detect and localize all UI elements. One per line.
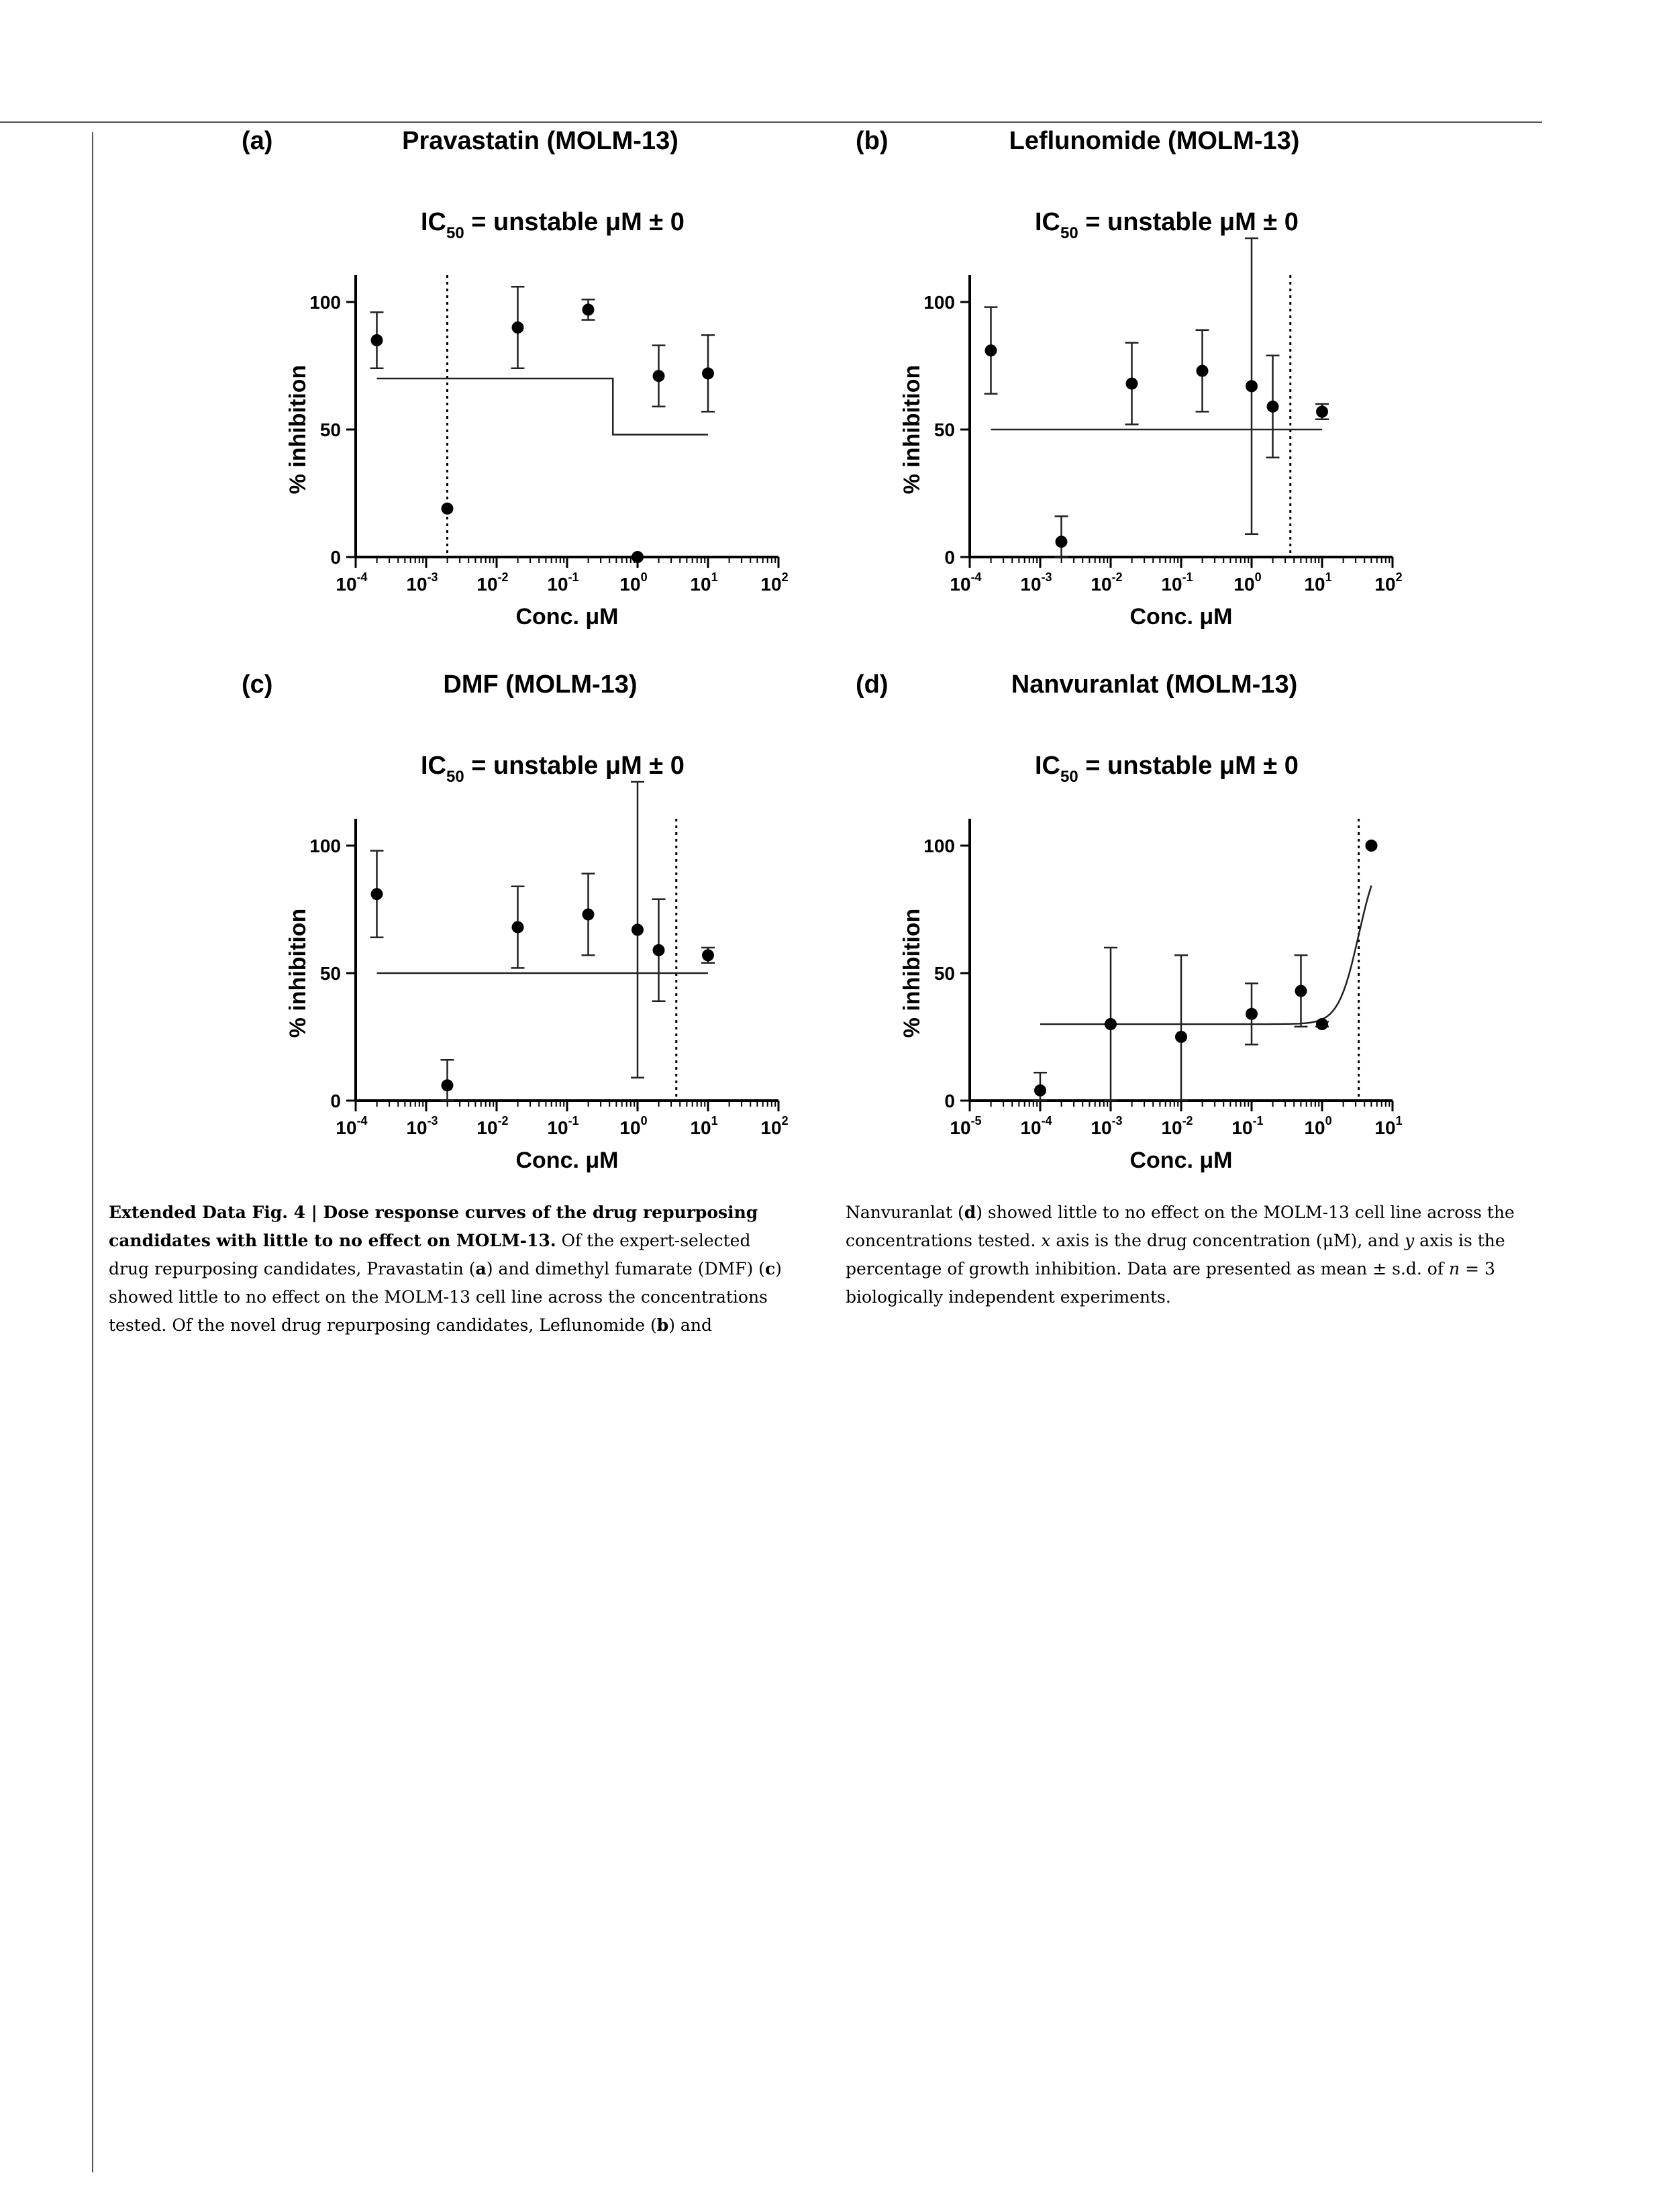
x-tick-base: 10 [1091, 1117, 1112, 1138]
x-tick-exponent: 0 [640, 570, 648, 584]
x-tick-exponent: -4 [356, 570, 368, 584]
x-tick-label [1231, 1114, 1263, 1138]
x-tick-exponent: 0 [640, 1114, 648, 1127]
y-axis-label: % inhibition [285, 908, 311, 1038]
x-tick-exponent: -3 [427, 570, 438, 584]
y-tick-label: 100 [923, 292, 955, 313]
data-point [985, 344, 997, 356]
data-point [583, 909, 595, 921]
x-tick-label [1020, 1114, 1052, 1138]
x-tick-label [950, 1114, 981, 1138]
x-tick-exponent: -2 [1111, 570, 1123, 584]
y-tick-label: 0 [330, 1091, 341, 1111]
ic50-label [421, 752, 685, 786]
x-tick-exponent: 2 [781, 1114, 789, 1127]
x-tick-exponent: -1 [1252, 1114, 1264, 1127]
chart-title: Nanvuranlat (MOLM-13) [1011, 670, 1298, 699]
x-tick-exponent: -3 [1041, 570, 1052, 584]
y-tick-label: 100 [309, 292, 341, 313]
x-tick-base: 10 [760, 1117, 782, 1138]
x-tick-base: 10 [1161, 1117, 1182, 1138]
data-point [1105, 1018, 1117, 1030]
x-tick-exponent: 2 [781, 570, 789, 584]
x-tick-base: 10 [690, 574, 711, 595]
data-point [1197, 365, 1209, 377]
x-tick-base: 10 [476, 574, 498, 595]
x-tick-label [336, 1114, 367, 1138]
x-tick-base: 10 [1233, 574, 1255, 595]
caption-text: ) and [668, 1315, 712, 1335]
x-tick-base: 10 [1091, 574, 1112, 595]
x-tick-label [476, 570, 508, 595]
caption-ref-c: c [764, 1259, 776, 1278]
ic50-suffix: = unstable μM ± 0 [464, 208, 685, 236]
caption-ref-b: b [656, 1315, 669, 1335]
x-tick-base: 10 [476, 1117, 498, 1138]
x-tick-base: 10 [336, 1117, 357, 1138]
y-tick-label: 0 [944, 547, 955, 568]
x-tick-base: 10 [1374, 574, 1396, 595]
caption-column-1 [109, 1199, 793, 1340]
data-point [653, 944, 665, 956]
caption-text: Of the expert-selected drug repurposing candidates, Pravastatin ( [109, 1231, 751, 1278]
ic50-label [1035, 208, 1299, 242]
data-point [632, 923, 644, 936]
data-point [1246, 1008, 1258, 1020]
x-tick-exponent: -1 [1182, 570, 1193, 584]
x-tick-base: 10 [619, 1117, 641, 1138]
x-tick-label [476, 1114, 508, 1138]
x-tick-exponent: -3 [427, 1114, 438, 1127]
caption-n-italic: n [1449, 1259, 1460, 1278]
x-tick-base: 10 [1161, 574, 1182, 595]
data-point [632, 551, 644, 563]
data-point [653, 370, 665, 382]
x-tick-base: 10 [1304, 574, 1325, 595]
data-point [1267, 401, 1279, 413]
x-tick-base: 10 [1231, 1117, 1253, 1138]
chart-b-svg [842, 121, 1446, 651]
x-tick-base: 10 [760, 574, 782, 595]
data-point [442, 503, 454, 515]
x-tick-exponent: 1 [711, 1114, 718, 1127]
x-tick-base: 10 [406, 1117, 427, 1138]
data-point [583, 303, 595, 315]
panel-c [228, 664, 832, 1195]
panel-a [228, 121, 832, 651]
y-axis-label: % inhibition [285, 364, 311, 495]
x-tick-label [950, 570, 981, 595]
caption-text: ) and dimethyl fumarate (DMF) ( [486, 1259, 765, 1278]
x-tick-base: 10 [1304, 1117, 1325, 1138]
y-tick-label: 50 [319, 419, 341, 440]
x-tick-exponent: -2 [497, 570, 509, 584]
left-margin-rule [92, 132, 93, 2172]
x-tick-label [406, 570, 438, 595]
caption-y-italic: y [1405, 1231, 1415, 1250]
x-tick-exponent: -4 [970, 570, 982, 584]
ic50-subscript: 50 [446, 224, 464, 242]
x-tick-exponent: -4 [356, 1114, 368, 1127]
x-tick-base: 10 [1374, 1117, 1396, 1138]
data-point [1056, 536, 1068, 548]
x-tick-label [1374, 1114, 1402, 1138]
chart-c-svg [228, 664, 832, 1195]
caption-text: = 3 biologically independent experiments. [846, 1259, 1495, 1307]
data-point [442, 1079, 454, 1091]
fit-curve [1040, 886, 1372, 1025]
y-axis-label: % inhibition [899, 908, 925, 1038]
y-tick-label: 50 [319, 963, 341, 984]
x-tick-base: 10 [547, 1117, 568, 1138]
x-tick-label [1374, 570, 1402, 595]
x-tick-label [619, 1114, 647, 1138]
x-tick-base: 10 [336, 574, 357, 595]
figure-caption [109, 1199, 1531, 1340]
data-point [1034, 1085, 1046, 1097]
chart-title: Leflunomide (MOLM-13) [1009, 127, 1300, 155]
data-point [512, 921, 524, 934]
x-tick-exponent: -2 [497, 1114, 509, 1127]
ic50-label [1035, 752, 1299, 786]
x-tick-label [1161, 570, 1193, 595]
x-tick-exponent: -4 [1041, 1114, 1052, 1127]
x-tick-base: 10 [950, 574, 971, 595]
y-tick-label: 0 [330, 547, 341, 568]
x-tick-base: 10 [619, 574, 641, 595]
caption-text: axis is the drug concentration (μM), and [1050, 1231, 1405, 1250]
data-point [1126, 378, 1138, 390]
x-tick-base: 10 [406, 574, 427, 595]
ic50-suffix: = unstable μM ± 0 [1078, 208, 1299, 236]
x-tick-label [619, 570, 647, 595]
panel-letter: (c) [242, 670, 273, 699]
data-point [1295, 985, 1307, 997]
caption-title: Dose response curves of the drug repurposing candidates with little to no effect on MOLM-13. [109, 1203, 758, 1250]
caption-text: ) showed little to no effect on the MOLM-13 cell line across the concentrations tested. [846, 1203, 1515, 1250]
chart-d-svg [842, 664, 1446, 1195]
caption-ref-a: a [475, 1259, 487, 1278]
x-tick-base: 10 [1020, 1117, 1042, 1138]
x-tick-exponent: -5 [970, 1114, 982, 1127]
x-tick-label [406, 1114, 438, 1138]
x-tick-label [690, 570, 717, 595]
data-point [1316, 405, 1328, 417]
chart-title: Pravastatin (MOLM-13) [402, 127, 678, 155]
x-tick-label [760, 570, 788, 595]
x-tick-label [336, 570, 367, 595]
data-point [1246, 380, 1258, 392]
data-point [702, 949, 714, 961]
x-tick-label [760, 1114, 788, 1138]
ic50-subscript: 50 [1060, 768, 1078, 786]
data-point [702, 367, 714, 379]
caption-label: Extended Data Fig. 4 | [109, 1203, 323, 1222]
caption-x-italic: x [1041, 1231, 1051, 1250]
x-tick-label [1233, 570, 1261, 595]
ic50-subscript: 50 [446, 768, 464, 786]
panel-d [842, 664, 1446, 1195]
chart-title: DMF (MOLM-13) [443, 670, 638, 699]
x-tick-exponent: 2 [1395, 570, 1403, 584]
data-point [371, 888, 383, 900]
x-tick-exponent: -1 [568, 570, 579, 584]
x-axis-label: Conc. μM [1129, 1148, 1233, 1173]
x-tick-base: 10 [690, 1117, 711, 1138]
panel-b [842, 121, 1446, 651]
ic50-suffix: = unstable μM ± 0 [1078, 752, 1299, 780]
y-tick-label: 50 [934, 419, 955, 440]
y-tick-label: 0 [944, 1091, 955, 1111]
data-point [1175, 1031, 1187, 1043]
x-tick-exponent: -3 [1111, 1114, 1123, 1127]
x-tick-label [1091, 1114, 1122, 1138]
caption-text: Nanvuranlat ( [846, 1203, 964, 1222]
ic50-subscript: 50 [1060, 224, 1078, 242]
ic50-prefix: IC [1035, 208, 1060, 236]
x-tick-label [1304, 1114, 1331, 1138]
x-tick-base: 10 [547, 574, 568, 595]
x-axis-label: Conc. μM [515, 1148, 619, 1173]
panel-letter: (a) [242, 127, 273, 155]
y-tick-label: 50 [934, 963, 955, 984]
panel-letter: (b) [856, 127, 889, 155]
x-axis-label: Conc. μM [515, 604, 619, 630]
x-axis-label: Conc. μM [1129, 604, 1233, 630]
caption-text: axis is the percentage of growth inhibition. Data are presented as mean ± s.d. of [846, 1231, 1505, 1278]
x-tick-exponent: 1 [1325, 570, 1332, 584]
ic50-prefix: IC [1035, 752, 1060, 780]
data-point [371, 334, 383, 346]
x-tick-exponent: 0 [1254, 570, 1262, 584]
x-tick-exponent: -2 [1182, 1114, 1193, 1127]
data-point [1366, 840, 1378, 852]
x-tick-label [547, 1114, 578, 1138]
ic50-suffix: = unstable μM ± 0 [464, 752, 685, 780]
x-tick-label [1304, 570, 1331, 595]
x-tick-label [547, 570, 578, 595]
x-tick-label [690, 1114, 717, 1138]
ic50-prefix: IC [421, 208, 446, 236]
x-tick-exponent: 0 [1325, 1114, 1332, 1127]
x-tick-base: 10 [950, 1117, 971, 1138]
x-tick-exponent: 1 [711, 570, 718, 584]
data-point [1316, 1018, 1328, 1030]
y-tick-label: 100 [923, 836, 955, 856]
x-tick-exponent: 1 [1395, 1114, 1403, 1127]
x-tick-label [1161, 1114, 1193, 1138]
data-point [512, 321, 524, 334]
caption-column-2 [846, 1199, 1530, 1340]
caption-ref-d: d [964, 1203, 976, 1222]
y-axis-label: % inhibition [899, 364, 925, 495]
x-tick-label [1091, 570, 1122, 595]
y-tick-label: 100 [309, 836, 341, 856]
ic50-label [421, 208, 685, 242]
panel-letter: (d) [856, 670, 889, 699]
x-tick-label [1020, 570, 1052, 595]
ic50-prefix: IC [421, 752, 446, 780]
x-tick-base: 10 [1020, 574, 1042, 595]
x-tick-exponent: -1 [568, 1114, 579, 1127]
caption-text: ) showed little to no effect on the MOLM-13 cell line across the concentrations tested. Of the novel drug repurposing candidates, Leflunomide ( [109, 1259, 782, 1335]
chart-a-svg [228, 121, 832, 651]
